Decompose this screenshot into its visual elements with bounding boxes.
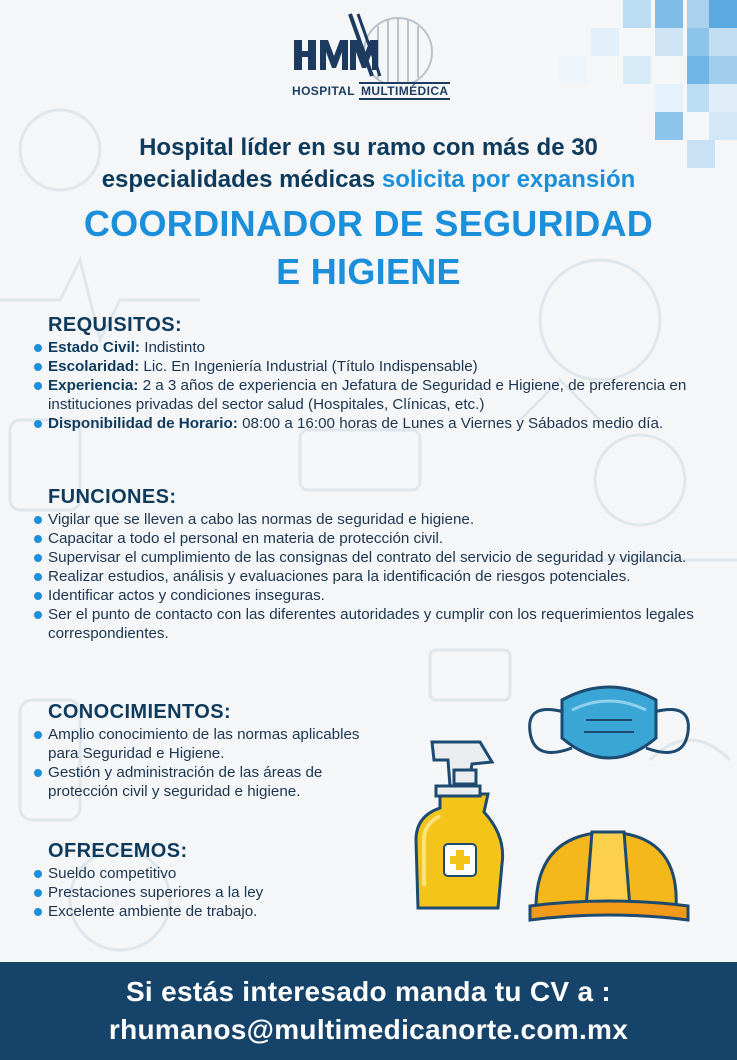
function-item: Realizar estudios, análisis y evaluaciones para la identificación de riesgos potenciales.: [34, 567, 734, 586]
function-item: Supervisar el cumplimiento de las consignas del contrato del servicio de seguridad y vigilancia.: [34, 548, 734, 567]
functions-heading: FUNCIONES:: [48, 486, 177, 508]
contact-footer: [0, 962, 737, 1060]
requirement-item: Disponibilidad de Horario: 08:00 a 16:00 horas de Lunes a Viernes y Sábados medio día.: [34, 414, 724, 433]
requirement-item: Escolaridad: Lic. En Ingeniería Industrial (Título Indispensable): [34, 357, 724, 376]
knowledge-heading: CONOCIMIENTOS:: [48, 701, 232, 723]
requirement-item: Estado Civil: Indistinto: [34, 338, 724, 357]
logo-word-left: HOSPITAL: [292, 84, 355, 98]
job-title: [0, 200, 737, 296]
knowledge-item: Gestión y administración de las áreas de protección civil y seguridad e higiene.: [34, 763, 394, 801]
logo-word-right: MULTIMÉDICA: [360, 84, 449, 98]
offer-item: Sueldo competitivo: [34, 864, 374, 883]
hard-hat-icon: [526, 820, 692, 930]
offer-heading: OFRECEMOS:: [48, 840, 188, 862]
footer-email[interactable]: rhumanos@multimedicanorte.com.mx: [108, 1014, 629, 1045]
job-title-line-2: E HIGIENE: [276, 251, 461, 292]
requirement-item: Experiencia: 2 a 3 años de experiencia en Jefatura de Seguridad e Higiene, de preferencia en instituciones privadas del sector salud (Hospitales, Clínicas, etc.): [34, 376, 724, 414]
functions-section: [34, 484, 734, 643]
offer-item: Prestaciones superiores a la ley: [34, 883, 374, 902]
function-item: Ser el punto de contacto con las diferentes autoridades y cumplir con los requerimientos legales correspondientes.: [34, 605, 734, 643]
footer-call-to-action: Si estás interesado manda tu CV a :: [125, 976, 612, 1007]
face-mask-icon: [524, 682, 694, 772]
function-item: Vigilar que se lleven a cabo las normas de seguridad e higiene.: [34, 510, 734, 529]
headline-line-1: Hospital líder en su ramo con más de 30: [139, 134, 598, 161]
offer-section: [34, 838, 374, 921]
intro-headline: [0, 132, 737, 196]
headline-line-2-accent: solicita por expansión: [381, 166, 636, 193]
offer-item: Excelente ambiente de trabajo.: [34, 902, 374, 921]
hospital-logo: [288, 6, 482, 110]
spray-bottle-icon: [410, 736, 510, 916]
headline-line-2-plain: especialidades médicas: [101, 166, 376, 193]
knowledge-item: Amplio conocimiento de las normas aplicables para Seguridad e Higiene.: [34, 725, 394, 763]
knowledge-section: [34, 699, 394, 801]
logo-wordmark: [292, 82, 450, 100]
requirements-heading: REQUISITOS:: [48, 314, 183, 336]
requirements-section: [34, 312, 724, 433]
function-item: Identificar actos y condiciones inseguras.: [34, 586, 734, 605]
headline-line-2: [0, 164, 737, 196]
logo-emblem: [288, 6, 482, 84]
function-item: Capacitar a todo el personal en materia de protección civil.: [34, 529, 734, 548]
job-title-line-1: COORDINADOR DE SEGURIDAD: [83, 203, 654, 244]
